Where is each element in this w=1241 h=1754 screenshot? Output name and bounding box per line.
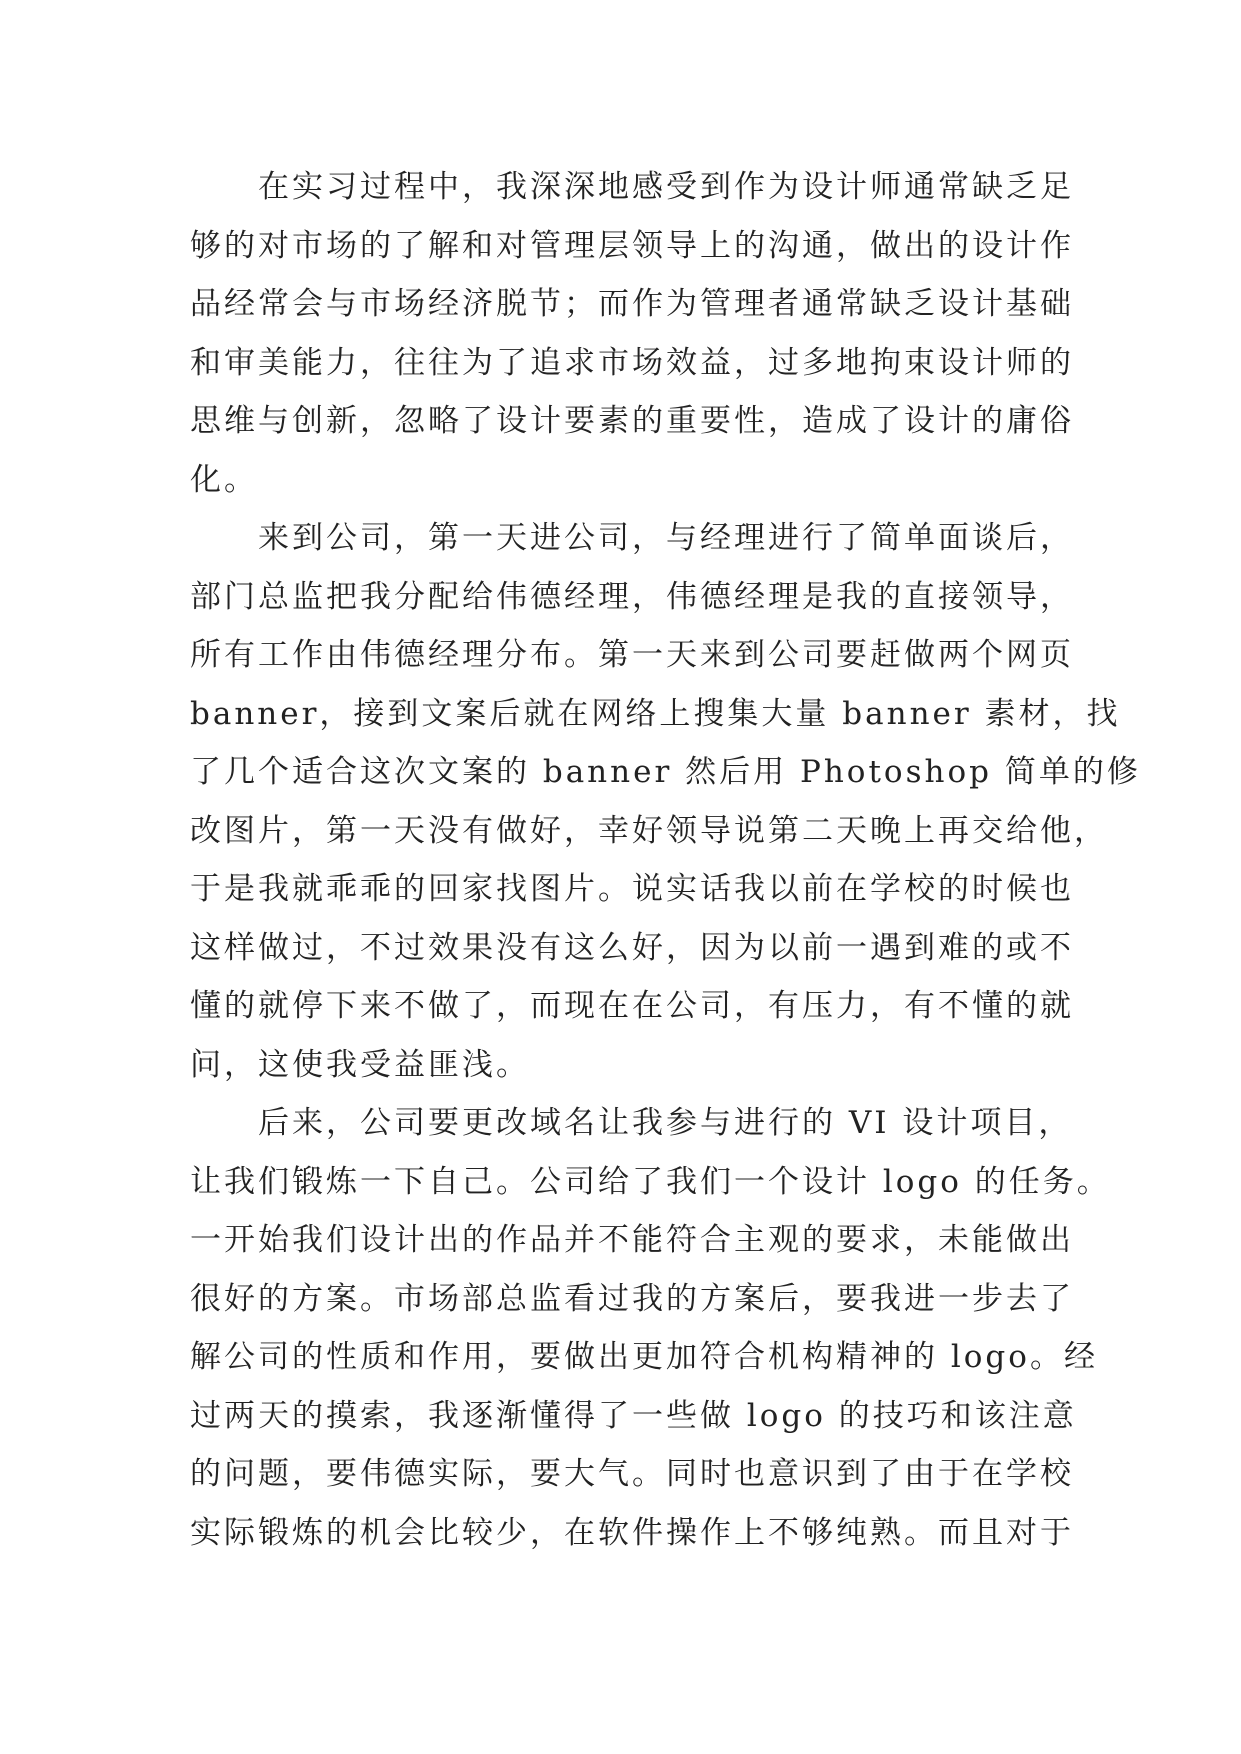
text-line: 很好的方案。市场部总监看过我的方案后，要我进一步去了 <box>190 1280 1074 1317</box>
text-line: 化。 <box>190 461 258 498</box>
paragraph <box>190 158 1074 509</box>
paragraph <box>190 509 1141 1094</box>
text-line: 实际锻炼的机会比较少，在软件操作上不够纯熟。而且对于 <box>190 1514 1074 1551</box>
document-body <box>190 158 1141 1562</box>
text-line: 了几个适合这次文案的 banner 然后用 Photoshop 简单的修 <box>190 754 1141 790</box>
text-line: 所有工作由伟德经理分布。第一天来到公司要赶做两个网页 <box>190 637 1074 673</box>
text-line: 在实习过程中，我深深地感受到作为设计师通常缺乏足 <box>258 169 1074 205</box>
text-line: 于是我就乖乖的回家找图片。说实话我以前在学校的时候也 <box>190 871 1074 907</box>
text-line: 后来，公司要更改域名让我参与进行的 VI 设计项目， <box>258 1105 1073 1141</box>
text-line: 一开始我们设计出的作品并不能符合主观的要求，未能做出 <box>190 1222 1074 1258</box>
text-line: 思维与创新，忽略了设计要素的重要性，造成了设计的庸俗 <box>190 403 1074 439</box>
text-line: 和审美能力，往往为了追求市场效益，过多地拘束设计师的 <box>190 344 1074 381</box>
text-line: 改图片，第一天没有做好，幸好领导说第二天晚上再交给他， <box>190 812 1108 849</box>
text-line: 解公司的性质和作用，要做出更加符合机构精神的 logo。经 <box>190 1339 1098 1375</box>
text-line: 问，这使我受益匪浅。 <box>190 1046 530 1083</box>
text-line: 懂的就停下来不做了，而现在在公司，有压力，有不懂的就 <box>190 988 1074 1024</box>
text-line: 部门总监把我分配给伟德经理，伟德经理是我的直接领导， <box>190 578 1074 615</box>
text-line: 过两天的摸索，我逐渐懂得了一些做 logo 的技巧和该注意 <box>190 1397 1077 1434</box>
paragraph <box>190 1094 1111 1562</box>
text-line: banner，接到文案后就在网络上搜集大量 banner 素材，找 <box>190 695 1121 732</box>
text-line: 这样做过，不过效果没有这么好，因为以前一遇到难的或不 <box>190 929 1074 966</box>
text-line: 够的对市场的了解和对管理层领导上的沟通，做出的设计作 <box>190 227 1074 264</box>
text-line: 的问题，要伟德实际，要大气。同时也意识到了由于在学校 <box>190 1456 1074 1492</box>
text-line: 来到公司，第一天进公司，与经理进行了简单面谈后， <box>258 520 1074 556</box>
text-line: 品经常会与市场经济脱节；而作为管理者通常缺乏设计基础 <box>190 286 1074 322</box>
text-line: 让我们锻炼一下自己。公司给了我们一个设计 logo 的任务。 <box>190 1163 1111 1200</box>
